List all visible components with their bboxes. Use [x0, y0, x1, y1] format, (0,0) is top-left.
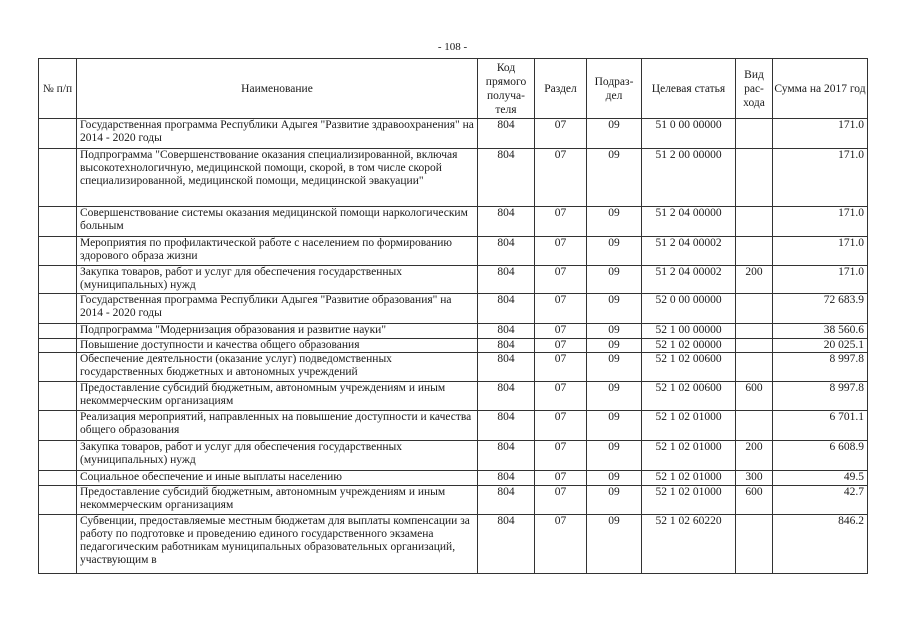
- row-target: 52 1 02 00000: [642, 339, 736, 353]
- row-subsection: 09: [587, 237, 642, 266]
- row-amount: 171.0: [773, 149, 868, 207]
- table-row: [39, 382, 868, 411]
- table-row: [39, 353, 868, 382]
- row-subsection: 09: [587, 486, 642, 515]
- row-target: 51 2 00 00000: [642, 149, 736, 207]
- row-name: Закупка товаров, работ и услуг для обеспечения государственных (муниципальных) нужд: [77, 441, 478, 471]
- row-section: 07: [535, 411, 587, 441]
- row-name: Мероприятия по профилактической работе с населением по формированию здорового образа жизни: [77, 237, 478, 266]
- row-subsection: 09: [587, 119, 642, 149]
- table-row: [39, 515, 868, 574]
- row-target: 52 1 02 01000: [642, 411, 736, 441]
- row-code: 804: [478, 382, 535, 411]
- row-num: [39, 324, 77, 339]
- row-exp-type: 300: [736, 471, 773, 486]
- row-exp-type: [736, 411, 773, 441]
- row-subsection: 09: [587, 382, 642, 411]
- row-exp-type: [736, 149, 773, 207]
- row-subsection: 09: [587, 339, 642, 353]
- row-section: 07: [535, 471, 587, 486]
- table-row: [39, 207, 868, 237]
- table-row: [39, 324, 868, 339]
- row-code: 804: [478, 266, 535, 294]
- row-name: Закупка товаров, работ и услуг для обеспечения государственных (муниципальных) нужд: [77, 266, 478, 294]
- row-num: [39, 237, 77, 266]
- row-target: 52 1 02 00600: [642, 382, 736, 411]
- row-amount: 8 997.8: [773, 382, 868, 411]
- row-exp-type: [736, 119, 773, 149]
- row-num: [39, 471, 77, 486]
- row-num: [39, 382, 77, 411]
- row-target: 52 1 02 01000: [642, 471, 736, 486]
- row-subsection: 09: [587, 266, 642, 294]
- row-target: 52 1 02 00600: [642, 353, 736, 382]
- table-row: [39, 119, 868, 149]
- row-name: Реализация мероприятий, направленных на повышение доступности и качества общего образования: [77, 411, 478, 441]
- row-amount: 6 608.9: [773, 441, 868, 471]
- row-amount: 49.5: [773, 471, 868, 486]
- row-exp-type: [736, 339, 773, 353]
- row-target: 52 1 02 01000: [642, 486, 736, 515]
- row-num: [39, 149, 77, 207]
- row-name: Подпрограмма "Модернизация образования и развитие науки": [77, 324, 478, 339]
- row-subsection: 09: [587, 411, 642, 441]
- row-amount: 171.0: [773, 237, 868, 266]
- table-row: [39, 411, 868, 441]
- row-code: 804: [478, 471, 535, 486]
- row-name: Предоставление субсидий бюджетным, автономным учреждениям и иным некоммерческим организациям: [77, 486, 478, 515]
- row-amount: 846.2: [773, 515, 868, 574]
- row-code: 804: [478, 207, 535, 237]
- row-exp-type: [736, 237, 773, 266]
- page-number: - 108 -: [437, 41, 468, 53]
- row-code: 804: [478, 486, 535, 515]
- row-name: Совершенствование системы оказания медицинской помощи наркологическим больным: [77, 207, 478, 237]
- row-code: 804: [478, 324, 535, 339]
- row-exp-type: 600: [736, 382, 773, 411]
- row-name: Социальное обеспечение и иные выплаты населению: [77, 471, 478, 486]
- row-name: Повышение доступности и качества общего образования: [77, 339, 478, 353]
- header-name: Наименование: [77, 59, 478, 119]
- row-code: 804: [478, 441, 535, 471]
- row-exp-type: [736, 207, 773, 237]
- table-row: [39, 266, 868, 294]
- row-code: 804: [478, 149, 535, 207]
- row-name: Субвенции, предоставляемые местным бюджетам для выплаты компенсации за работу по подготовке и проведению единого государственного экзамена педагогическим работникам муниципальных образовательных организаций, участвующим в: [77, 515, 478, 574]
- row-target: 52 1 00 00000: [642, 324, 736, 339]
- table-row: [39, 294, 868, 324]
- row-amount: 42.7: [773, 486, 868, 515]
- row-exp-type: [736, 324, 773, 339]
- row-section: 07: [535, 382, 587, 411]
- header-exp-type: Вид рас-хода: [736, 59, 773, 119]
- row-num: [39, 486, 77, 515]
- row-code: 804: [478, 411, 535, 441]
- row-subsection: 09: [587, 294, 642, 324]
- row-section: 07: [535, 207, 587, 237]
- row-target: 51 2 04 00002: [642, 266, 736, 294]
- header-code: Код прямого получа-теля: [478, 59, 535, 119]
- row-num: [39, 441, 77, 471]
- row-name: Обеспечение деятельности (оказание услуг) подведомственных государственных бюджетных и автономных учреждений: [77, 353, 478, 382]
- table-row: [39, 441, 868, 471]
- row-code: 804: [478, 294, 535, 324]
- row-amount: 8 997.8: [773, 353, 868, 382]
- row-subsection: 09: [587, 471, 642, 486]
- budget-table: [38, 58, 868, 574]
- row-section: 07: [535, 486, 587, 515]
- row-amount: 20 025.1: [773, 339, 868, 353]
- row-section: 07: [535, 353, 587, 382]
- row-target: 52 0 00 00000: [642, 294, 736, 324]
- row-section: 07: [535, 149, 587, 207]
- row-section: 07: [535, 266, 587, 294]
- row-name: Предоставление субсидий бюджетным, автономным учреждениям и иным некоммерческим организациям: [77, 382, 478, 411]
- row-subsection: 09: [587, 515, 642, 574]
- table-row: [39, 486, 868, 515]
- row-num: [39, 411, 77, 441]
- table-row: [39, 149, 868, 207]
- row-target: 51 2 04 00000: [642, 207, 736, 237]
- table-row: [39, 237, 868, 266]
- table-header-row: [39, 59, 868, 119]
- row-subsection: 09: [587, 207, 642, 237]
- row-num: [39, 207, 77, 237]
- table-row: [39, 471, 868, 486]
- row-exp-type: [736, 353, 773, 382]
- row-name: Государственная программа Республики Адыгея "Развитие образования" на 2014 - 2020 годы: [77, 294, 478, 324]
- row-exp-type: 200: [736, 441, 773, 471]
- row-amount: 171.0: [773, 119, 868, 149]
- row-section: 07: [535, 515, 587, 574]
- row-target: 52 1 02 60220: [642, 515, 736, 574]
- row-subsection: 09: [587, 441, 642, 471]
- row-subsection: 09: [587, 324, 642, 339]
- table-row: [39, 339, 868, 353]
- row-num: [39, 339, 77, 353]
- row-subsection: 09: [587, 149, 642, 207]
- row-amount: 171.0: [773, 266, 868, 294]
- header-amount: Сумма на 2017 год: [773, 59, 868, 119]
- row-num: [39, 353, 77, 382]
- row-num: [39, 266, 77, 294]
- row-amount: 72 683.9: [773, 294, 868, 324]
- row-code: 804: [478, 353, 535, 382]
- row-section: 07: [535, 119, 587, 149]
- row-section: 07: [535, 294, 587, 324]
- row-num: [39, 515, 77, 574]
- row-exp-type: 600: [736, 486, 773, 515]
- row-exp-type: 200: [736, 266, 773, 294]
- row-name: Государственная программа Республики Адыгея "Развитие здравоохранения" на 2014 - 2020 годы: [77, 119, 478, 149]
- row-exp-type: [736, 515, 773, 574]
- row-amount: 38 560.6: [773, 324, 868, 339]
- row-amount: 6 701.1: [773, 411, 868, 441]
- row-section: 07: [535, 441, 587, 471]
- row-subsection: 09: [587, 353, 642, 382]
- row-code: 804: [478, 119, 535, 149]
- row-num: [39, 119, 77, 149]
- header-target: Целевая статья: [642, 59, 736, 119]
- row-target: 51 0 00 00000: [642, 119, 736, 149]
- header-section: Раздел: [535, 59, 587, 119]
- row-exp-type: [736, 294, 773, 324]
- row-amount: 171.0: [773, 207, 868, 237]
- row-target: 51 2 04 00002: [642, 237, 736, 266]
- row-code: 804: [478, 515, 535, 574]
- row-section: 07: [535, 237, 587, 266]
- row-code: 804: [478, 339, 535, 353]
- header-num: № п/п: [39, 59, 77, 119]
- row-num: [39, 294, 77, 324]
- row-section: 07: [535, 324, 587, 339]
- row-section: 07: [535, 339, 587, 353]
- row-name: Подпрограмма "Совершенствование оказания специализированной, включая высокотехнологичную, медицинской помощи, скорой, в том числе скорой специализированной, медицинской помощи, медицинской эвакуации": [77, 149, 478, 207]
- header-subsection: Подраз-дел: [587, 59, 642, 119]
- row-code: 804: [478, 237, 535, 266]
- row-target: 52 1 02 01000: [642, 441, 736, 471]
